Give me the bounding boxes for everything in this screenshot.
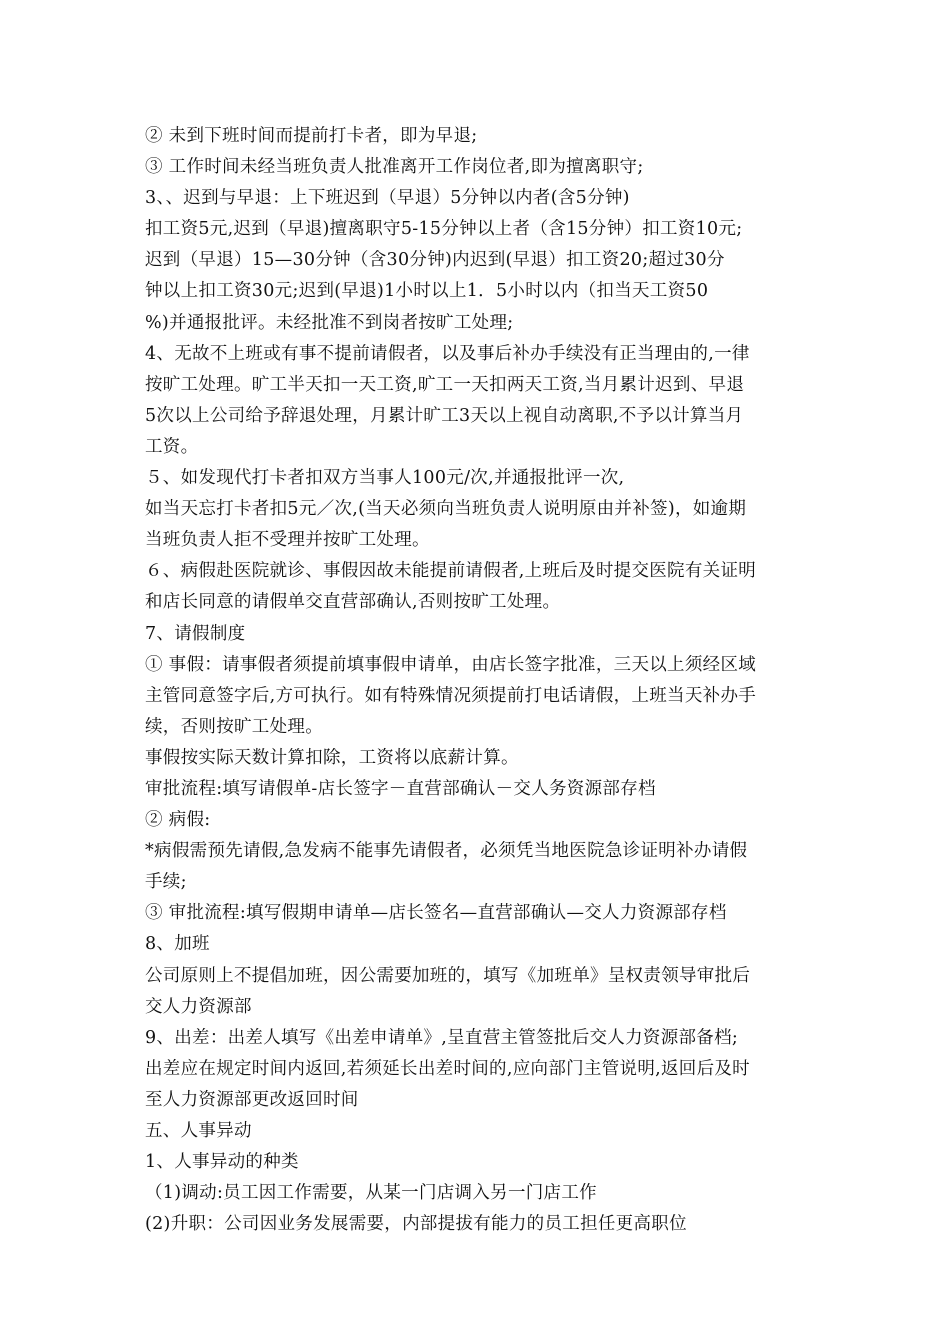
text-line: （1)调动:员工因工作需要，从某一门店调入另一门店工作 (145, 1183, 597, 1204)
text-line: ② 病假: (145, 810, 211, 831)
text-line: 按旷工处理。旷工半天扣一天工资,旷工一天扣两天工资,当月累计迟到、早退 (145, 374, 745, 395)
section-heading: 8、加班 (145, 934, 210, 955)
text-line: 5次以上公司给予辞退处理，月累计旷工3天以上视自动离职,不予以计算当月 (145, 405, 744, 426)
text-line: 手续; (145, 872, 187, 893)
text-line: 事假按实际天数计算扣除，工资将以底薪计算。 (145, 747, 519, 768)
document-body (145, 121, 815, 1240)
text-line: ② 未到下班时间而提前打卡者，即为早退; (145, 126, 478, 146)
text-line: 当班负责人拒不受理并按旷工处理。 (145, 530, 430, 551)
text-line: 迟到（早退）15—30分钟（含30分钟)内迟到(早退）扣工资20;超过30分 (145, 250, 725, 271)
text-line: ③ 审批流程:填写假期申请单—店长签名—直营部确认—交人力资源部存档 (145, 903, 727, 924)
text-line: ５、如发现代打卡者扣双方当事人100元/次,并通报批评一次, (145, 468, 625, 489)
text-line: 至人力资源部更改返回时间 (145, 1089, 359, 1110)
text-line: (2)升职：公司因业务发展需要，内部提拔有能力的员工担任更高职位 (145, 1214, 687, 1235)
text-line: 4、无故不上班或有事不提前请假者，以及事后补办手续没有正当理由的,一律 (145, 343, 750, 364)
text-line: 续，否则按旷工处理。 (145, 716, 323, 737)
text-line: 交人力资源部 (145, 996, 252, 1017)
text-line: 公司原则上不提倡加班，因公需要加班的，填写《加班单》呈权责领导审批后 (145, 965, 751, 986)
text-line: ６、病假赴医院就诊、事假因故未能提前请假者,上班后及时提交医院有关证明 (145, 561, 757, 582)
text-line: 3、、迟到与早退：上下班迟到（早退）5分钟以内者(含5分钟) (145, 188, 630, 209)
text-line: 9、出差：出差人填写《出差申请单》,呈直营主管签批后交人力资源部备档; (145, 1027, 739, 1048)
text-line: 工资。 (145, 436, 199, 457)
text-line: %)并通报批评。未经批准不到岗者按旷工处理; (145, 312, 514, 333)
section-heading: 1、人事异动的种类 (145, 1152, 299, 1173)
text-line: 扣工资5元,迟到（早退)擅离职守5-15分钟以上者（含15分钟）扣工资10元; (145, 219, 743, 240)
text-line: 出差应在规定时间内返回,若须延长出差时间的,应向部门主管说明,返回后及时 (145, 1058, 750, 1079)
text-line: 审批流程:填写请假单-店长签字－直营部确认－交人务资源部存档 (145, 778, 656, 799)
section-heading: 五、人事异动 (145, 1121, 252, 1141)
text-line: 钟以上扣工资30元;迟到(早退)1小时以上1．5小时以内（扣当天工资50 (145, 281, 709, 302)
text-line: 和店长同意的请假单交直营部确认,否则按旷工处理。 (145, 592, 561, 613)
text-line: 如当天忘打卡者扣5元／次,(当天必须向当班负责人说明原由并补签)，如逾期 (145, 499, 747, 520)
text-line: ③ 工作时间未经当班负责人批准离开工作岗位者,即为擅离职守; (145, 157, 644, 178)
text-line: ① 事假：请事假者须提前填事假申请单，由店长签字批准，三天以上须经区域 (145, 654, 757, 675)
section-heading: 7、请假制度 (145, 623, 246, 644)
text-line: 主管同意签字后,方可执行。如有特殊情况须提前打电话请假，上班当天补办手 (145, 685, 757, 706)
text-line: *病假需预先请假,急发病不能事先请假者，必须凭当地医院急诊证明补办请假 (145, 841, 748, 862)
